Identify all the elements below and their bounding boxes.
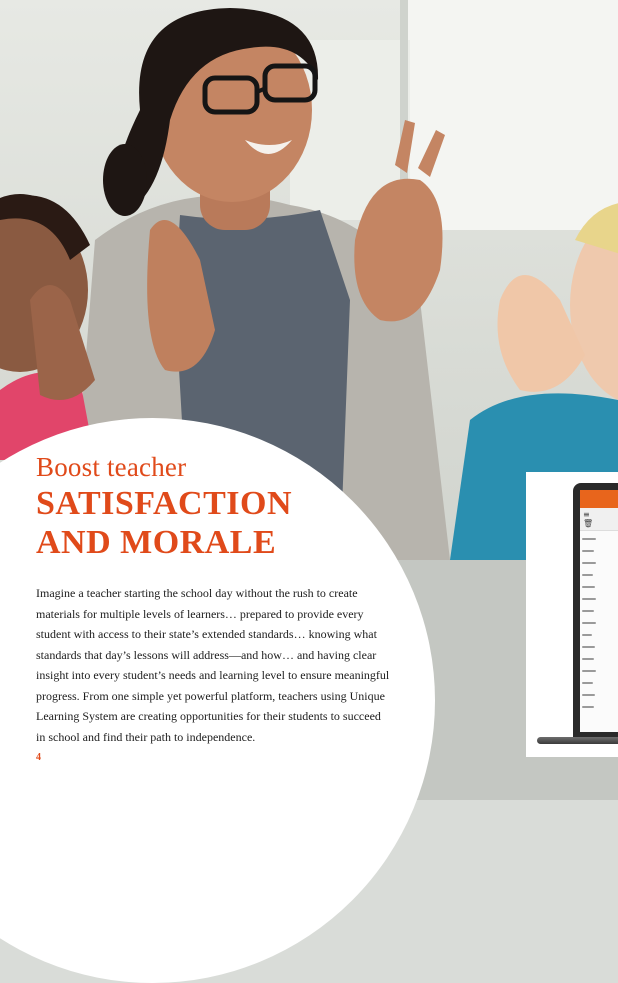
app-list-row — [582, 574, 593, 576]
body-line: student with access to their state’s extended standards… knowing what — [36, 627, 377, 641]
app-list-row — [582, 538, 596, 540]
headline-line-3: AND MORALE — [36, 524, 277, 561]
app-list-row — [582, 622, 596, 624]
headline-line-2: SATISFACTION — [36, 485, 293, 522]
app-list-row — [582, 634, 592, 636]
headline — [36, 484, 292, 562]
page-number: 4 — [36, 752, 41, 763]
app-list-row — [582, 598, 596, 600]
app-list-row — [582, 670, 596, 672]
app-list-row — [582, 586, 595, 588]
hamburger-icon: ≡ — [583, 510, 590, 519]
body-line: in school and find their path to independence. — [36, 729, 256, 744]
laptop-display — [580, 490, 618, 732]
body-line: standards that day’s lessons will address—and how… and having clear — [36, 647, 377, 662]
body-line: progress. From one simple yet powerful platform, teachers using Unique — [36, 688, 385, 703]
app-list-row — [582, 706, 594, 708]
app-list-row — [582, 694, 595, 696]
body-paragraph — [36, 583, 428, 747]
app-list-row — [582, 550, 594, 552]
app-list-row — [582, 682, 593, 684]
body-line: Imagine a teacher starting the school day without the rush to create — [36, 586, 358, 600]
laptop-base — [537, 737, 618, 744]
body-line: materials for multiple levels of learners… prepared to provide every — [36, 606, 364, 621]
app-list-row — [582, 610, 594, 612]
headline-line-1: Boost teacher — [36, 452, 187, 482]
app-list-row — [582, 562, 596, 564]
body-line: Learning System are creating opportunities for their students to succeed — [36, 709, 381, 723]
body-line: insight into every student’s needs and learning level to ensure meaningful — [36, 668, 390, 682]
trash-icon: 🗑 — [583, 519, 594, 528]
app-header-bar — [580, 490, 618, 508]
app-list-row — [582, 646, 595, 648]
app-list-row — [582, 658, 594, 660]
